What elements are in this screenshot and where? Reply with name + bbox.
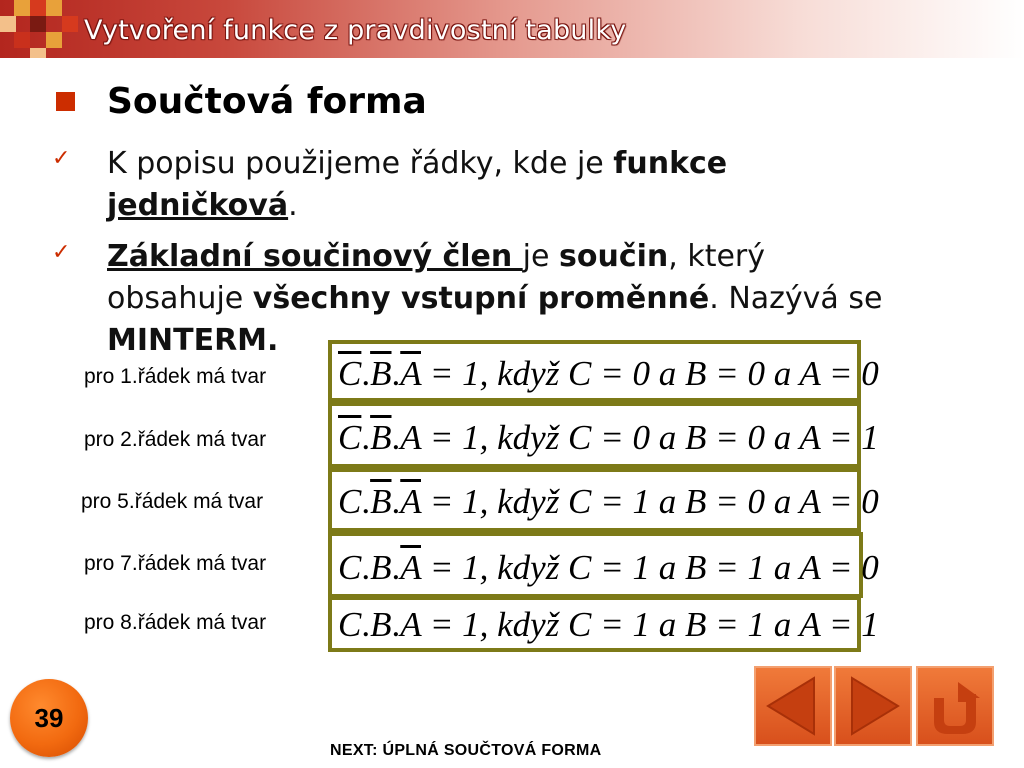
item-2-text-c: obsahuje	[107, 281, 253, 316]
minterm-formula: $C.\overline{B}.\overline{A} = 1$, když C = 1 a B = 0 a A = 0	[338, 482, 879, 521]
var-c: C	[338, 548, 362, 587]
var-a: $\overline{A}$	[400, 548, 421, 587]
logo-square	[14, 32, 30, 48]
formula-condition: = 1, když C = 1 a B = 1 a A = 1	[421, 605, 879, 644]
square-bullet-icon	[56, 92, 75, 111]
item-2-bold-c: MINTERM.	[107, 323, 279, 358]
checkmark-icon: ✓	[52, 146, 71, 171]
item-1-bold: funkce	[613, 146, 728, 181]
main-heading: Součtová forma	[107, 81, 427, 122]
row-label: pro 2.řádek má tvar	[84, 428, 267, 451]
item-2-text-b: , který	[668, 239, 766, 274]
formula-condition: = 1, když C = 0 a B = 0 a A = 1	[421, 418, 879, 457]
checkmark-icon: ✓	[52, 240, 71, 265]
item-1-bold-underlined: jedničková	[107, 188, 289, 223]
minterm-box	[328, 596, 879, 652]
slide-number: 39	[34, 703, 64, 733]
minterm-formula: $\overline{C}.\overline{B}.\overline{A} = 1$, když C = 0 a B = 0 a A = 0	[338, 354, 879, 393]
var-b: B	[370, 605, 392, 644]
formula-condition: = 1, když C = 1 a B = 1 a A = 0	[421, 548, 879, 587]
row-label: pro 5.řádek má tvar	[81, 490, 264, 513]
next-arrow-icon	[836, 668, 910, 744]
var-b: $\overline{B}$	[370, 418, 392, 457]
return-icon	[918, 668, 992, 744]
slide-number-badge	[10, 679, 88, 757]
minterm-formula: $\overline{C}.\overline{B}.A = 1$, když C = 0 a B = 0 a A = 1	[338, 418, 879, 457]
minterm-box	[328, 532, 879, 598]
row-label: pro 1.řádek má tvar	[84, 365, 267, 388]
minterm-box	[328, 340, 879, 402]
item-2-bold-b: všechny vstupní proměnné	[252, 281, 710, 316]
var-b: $\overline{B}$	[370, 354, 392, 393]
item-2-underlined-term: Základní součinový člen	[107, 239, 523, 274]
item-2-bold-a: součin	[559, 239, 669, 274]
previous-button[interactable]	[754, 666, 832, 746]
previous-arrow-icon	[756, 668, 830, 744]
minterm-box	[328, 468, 879, 532]
item-1-period: .	[288, 188, 298, 223]
return-button[interactable]	[916, 666, 994, 746]
var-a: A	[400, 605, 421, 644]
logo-square	[30, 0, 46, 16]
row-label: pro 8.řádek má tvar	[84, 611, 267, 634]
bullet-item-1	[107, 143, 987, 227]
logo-square	[30, 48, 46, 58]
logo-square	[46, 32, 62, 48]
var-c: $\overline{C}$	[338, 354, 362, 393]
logo-square	[62, 16, 78, 32]
minterm-box	[328, 402, 879, 468]
logo-square	[30, 16, 46, 32]
logo-square	[0, 16, 16, 32]
var-c: C	[338, 482, 362, 521]
var-b: B	[370, 548, 392, 587]
item-2-text-d: . Nazývá se	[709, 281, 883, 316]
var-c: C	[338, 605, 362, 644]
next-button[interactable]	[834, 666, 912, 746]
minterm-formula: C.B.A = 1, když C = 1 a B = 1 a A = 1	[338, 605, 879, 644]
item-2-text-a: je	[522, 239, 559, 274]
var-a: $\overline{A}$	[400, 354, 421, 393]
row-label: pro 7.řádek má tvar	[84, 552, 267, 575]
item-1-text: K popisu použijeme řádky, kde je	[107, 146, 614, 181]
formula-condition: = 1, když C = 1 a B = 0 a A = 0	[421, 482, 879, 521]
var-a: A	[400, 418, 421, 457]
var-c: $\overline{C}$	[338, 418, 362, 457]
var-a: $\overline{A}$	[400, 482, 421, 521]
logo-square	[14, 0, 30, 16]
minterm-formula: $C.B.\overline{A} = 1$, když C = 1 a B = 1 a A = 0	[338, 548, 879, 587]
logo-square	[46, 0, 62, 16]
title-bar	[0, 0, 1024, 58]
slide-title: Vytvoření funkce z pravdivostní tabulky	[84, 15, 627, 46]
var-b: $\overline{B}$	[370, 482, 392, 521]
next-slide-label: NEXT: ÚPLNÁ SOUČTOVÁ FORMA	[330, 742, 602, 759]
formula-condition: = 1, když C = 0 a B = 0 a A = 0	[421, 354, 879, 393]
